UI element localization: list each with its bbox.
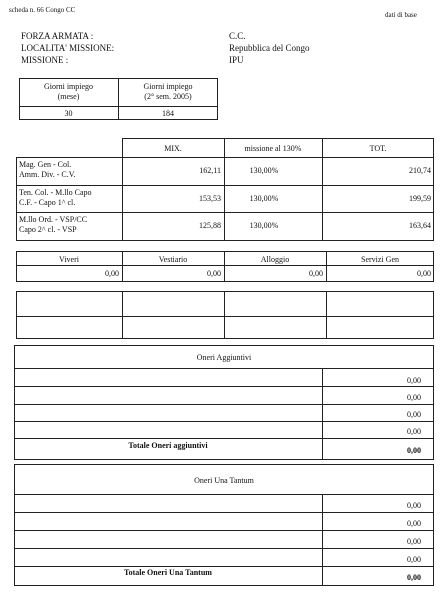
forza-armata-label: FORZA ARMATA : [21, 31, 94, 41]
viveri-header: Viveri [59, 255, 79, 264]
mix-value: 153,53 [199, 194, 221, 203]
tot-value: 163,64 [409, 221, 431, 230]
mix-value: 162,11 [199, 166, 221, 175]
alloggio-header: Alloggio [260, 255, 290, 264]
grado-row-label: M.llo Ord. - VSP/CC Capo 2^ cl. - VSP [19, 215, 88, 234]
alloggio-value: 0,00 [309, 269, 323, 278]
missione-label: MISSIONE : [21, 55, 69, 65]
tot-value: 199,59 [409, 194, 431, 203]
totale-oneri-aggiuntivi-value: 0,00 [407, 446, 421, 455]
perc-value: 130,00% [249, 166, 279, 175]
mix-value: 125,88 [199, 221, 221, 230]
dati-di-base-label: dati di base [385, 11, 417, 19]
oneri-aggiuntivi-value: 0,00 [407, 376, 421, 385]
oneri-aggiuntivi-title: Oneri Aggiuntivi [196, 353, 252, 362]
forza-armata-value: C.C. [229, 31, 246, 41]
vestiario-value: 0,00 [207, 269, 221, 278]
mix-header: MIX. [164, 144, 182, 153]
servizi-gen-header: Servizi Gen [361, 255, 399, 264]
giorni-mese-value: 30 [64, 109, 73, 118]
oneri-una-tantum-value: 0,00 [407, 519, 421, 528]
grado-row-label: Ten. Col. - M.llo Capo C.F. - Capo 1^ cl. [19, 188, 92, 207]
localita-missione-value: Repubblica del Congo [229, 43, 310, 53]
totale-oneri-una-tantum-value: 0,00 [407, 573, 421, 582]
missione-value: IPU [229, 55, 244, 65]
viveri-value: 0,00 [105, 269, 119, 278]
vestiario-header: Vestiario [158, 255, 188, 264]
oneri-aggiuntivi-value: 0,00 [407, 410, 421, 419]
empty-grid [16, 291, 434, 339]
perc-value: 130,00% [249, 221, 279, 230]
perc-value: 130,00% [249, 194, 279, 203]
oneri-aggiuntivi-value: 0,00 [407, 393, 421, 402]
servizi-gen-value: 0,00 [417, 269, 431, 278]
scheda-label: scheda n. 66 Congo CC [9, 6, 76, 14]
missione-130-header: missione al 130% [244, 144, 302, 153]
giorni-semestre-value: 184 [162, 109, 174, 118]
tot-header: TOT. [369, 144, 387, 153]
giorni-mese-header: Giorni impiego (mese) [43, 82, 94, 101]
oneri-aggiuntivi-value: 0,00 [407, 427, 421, 436]
totale-oneri-una-tantum-label: Totale Oneri Una Tantum [124, 568, 212, 577]
oneri-una-tantum-value: 0,00 [407, 537, 421, 546]
localita-missione-label: LOCALITA' MISSIONE: [21, 43, 115, 53]
tot-value: 210,74 [409, 166, 431, 175]
totale-oneri-aggiuntivi-label: Totale Oneri aggiuntivi [128, 441, 208, 450]
grado-row-label: Mag. Gen - Col. Amm. Div. - C.V. [19, 160, 76, 179]
oneri-una-tantum-value: 0,00 [407, 501, 421, 510]
oneri-una-tantum-title: Oneri Una Tantum [194, 476, 254, 485]
oneri-una-tantum-value: 0,00 [407, 555, 421, 564]
giorni-semestre-header: Giorni impiego (2° sem. 2005) [143, 82, 193, 101]
